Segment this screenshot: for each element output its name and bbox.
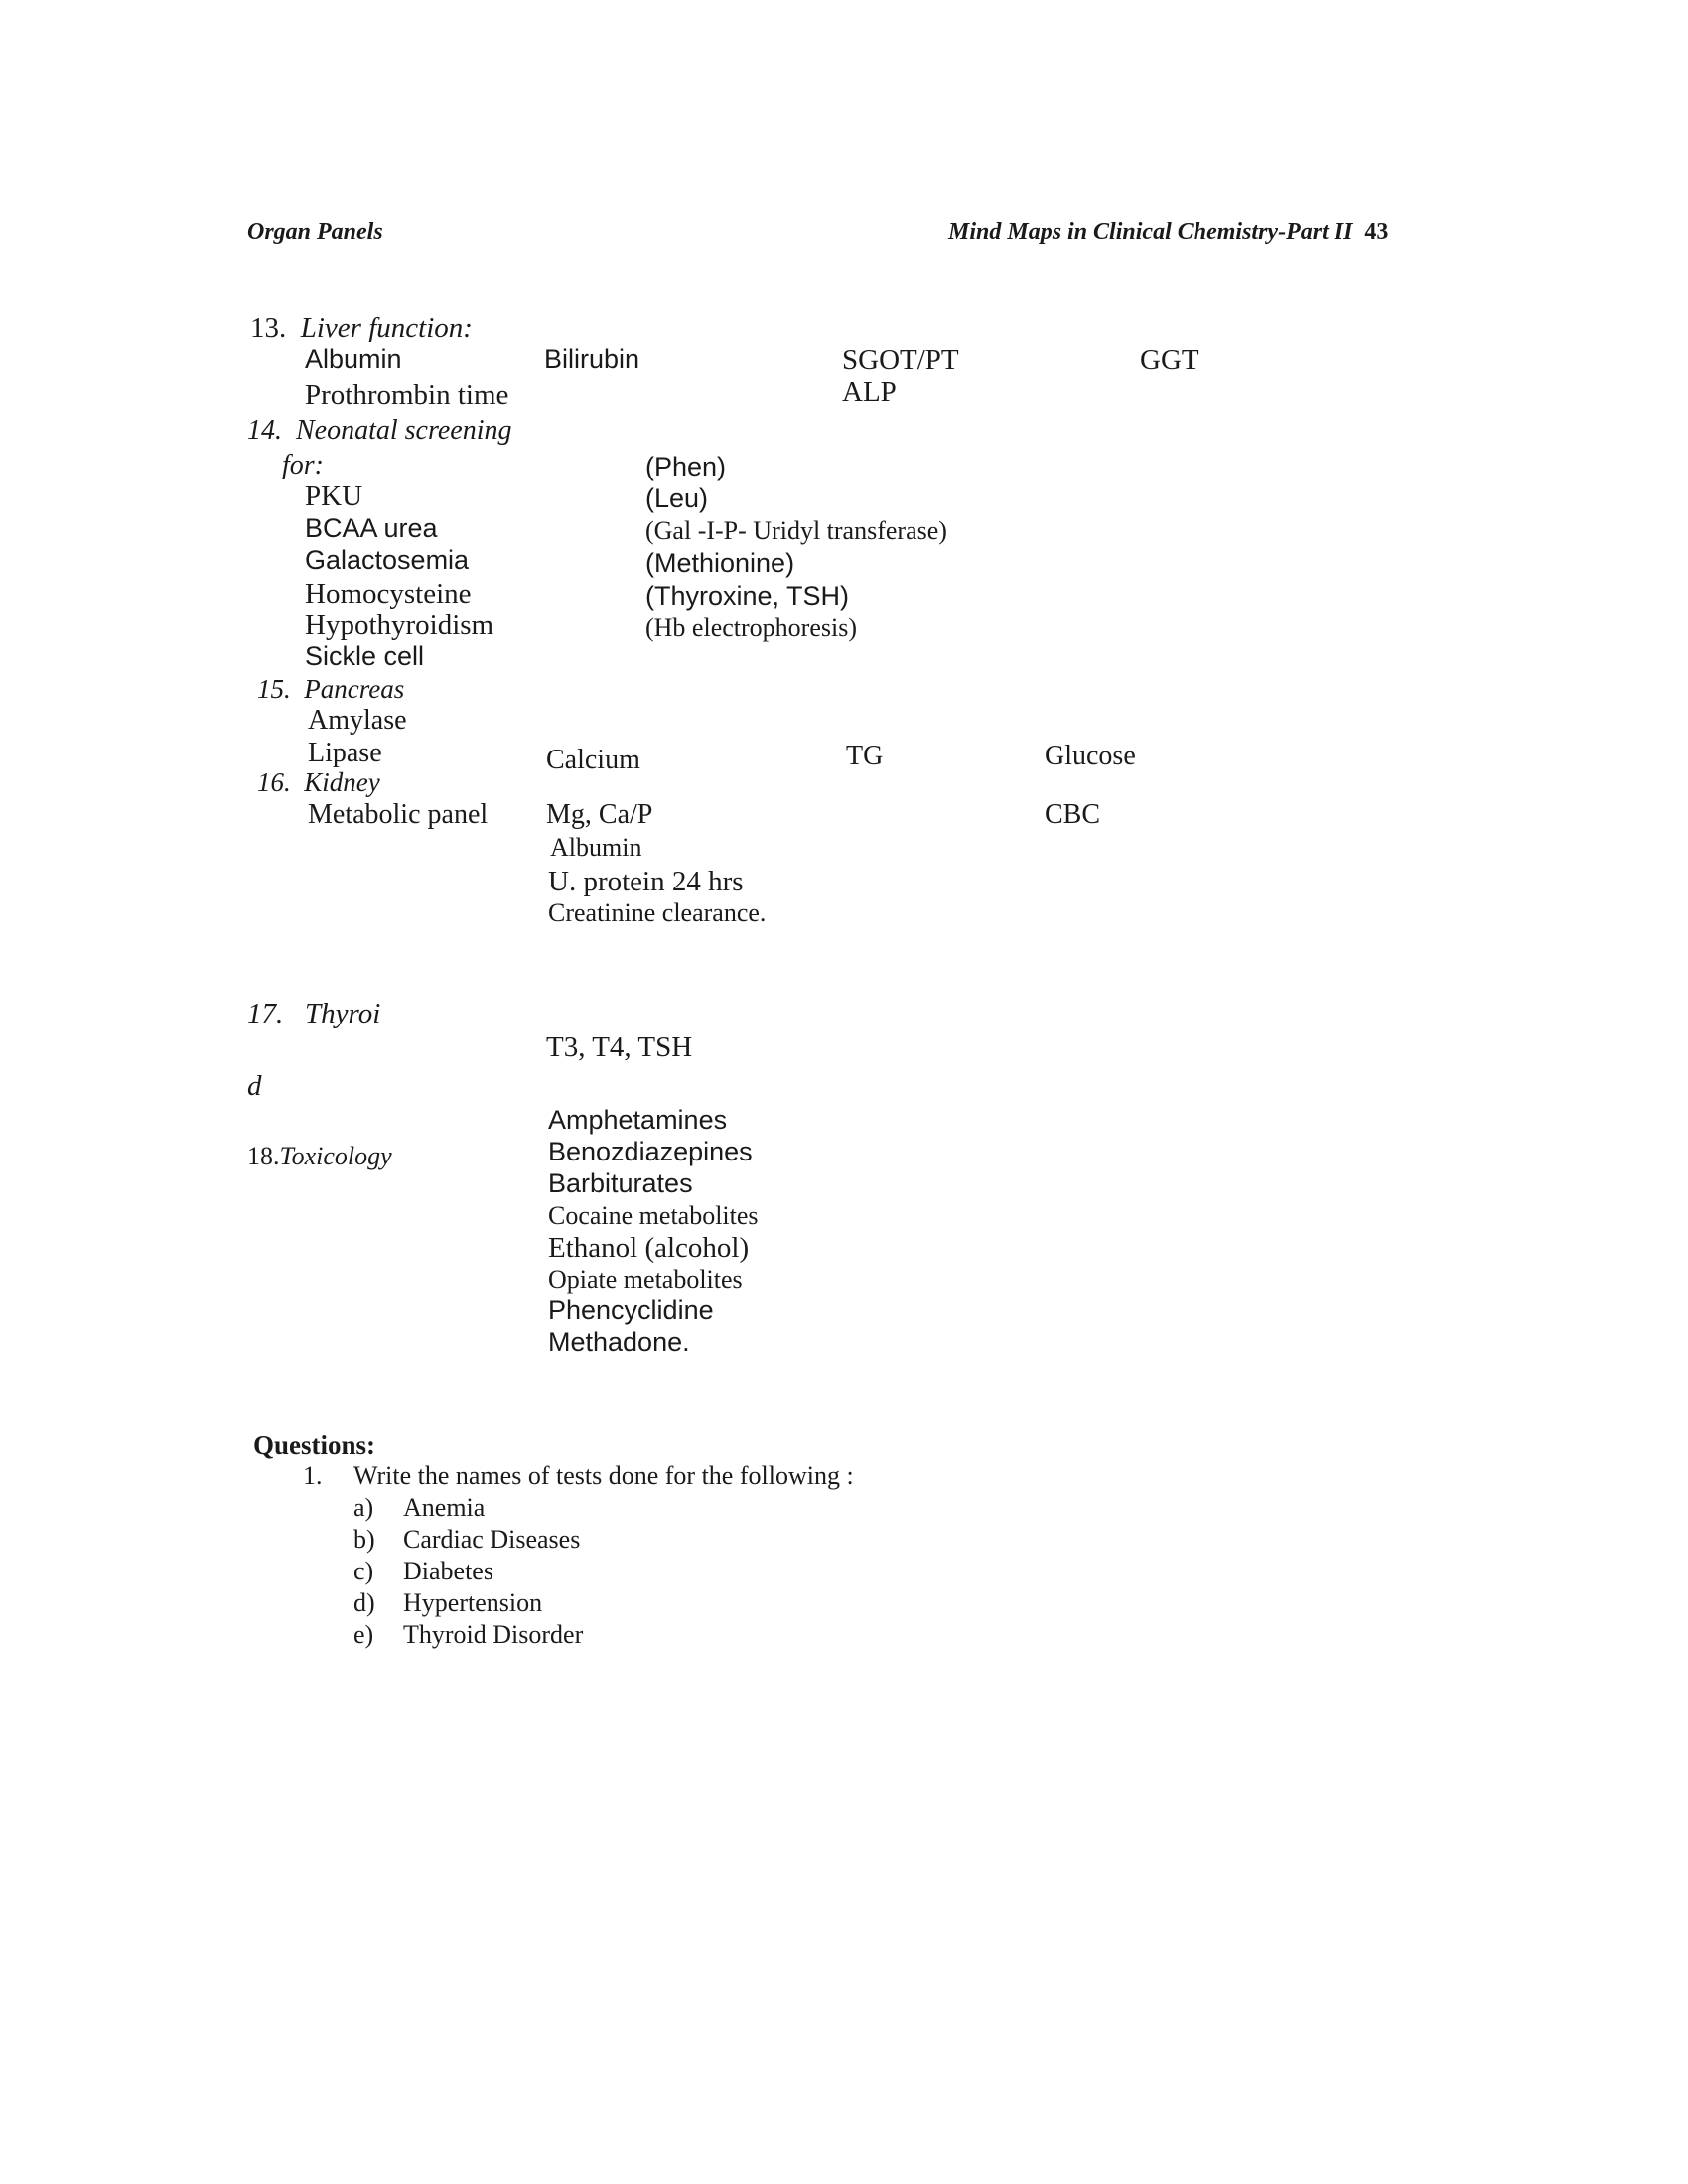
liver-bilirubin: Bilirubin	[544, 344, 640, 374]
section-15-heading	[257, 676, 404, 703]
kidney-albumin: Albumin	[550, 833, 642, 862]
section-16-heading	[257, 769, 380, 796]
section-14-number: 14.	[247, 415, 282, 446]
liver-sgot: SGOT/PT	[842, 344, 959, 376]
question-option-letter: d)	[353, 1588, 375, 1617]
section-17-heading	[247, 1000, 380, 1028]
kidney-cbc: CBC	[1045, 799, 1101, 830]
question-option-text: Anemia	[403, 1493, 486, 1522]
neonatal-name: PKU	[305, 480, 363, 512]
toxicology-item: Methadone.	[548, 1327, 690, 1357]
question-option-letter: b)	[353, 1525, 375, 1554]
neonatal-name: Sickle cell	[305, 641, 425, 671]
liver-alp: ALP	[842, 376, 897, 408]
kidney-mg: Mg, Ca/P	[546, 799, 653, 830]
toxicology-item: Cocaine metabolites	[548, 1201, 759, 1230]
question-option-text: Thyroid Disorder	[403, 1620, 584, 1649]
section-14-title-cont: for:	[282, 450, 324, 480]
neonatal-test: (Gal -I-P- Uridyl transferase)	[645, 516, 947, 545]
toxicology-item: Phencyclidine	[548, 1296, 714, 1325]
liver-prothrombin: Prothrombin time	[305, 379, 509, 411]
pancreas-glucose: Glucose	[1045, 741, 1136, 771]
section-14-title: Neonatal screening	[296, 415, 512, 446]
question-option-letter: a)	[353, 1493, 374, 1522]
question-option-letter: e)	[353, 1620, 374, 1649]
question-option-letter: c)	[353, 1557, 374, 1585]
thyroid-tests: T3, T4, TSH	[546, 1031, 693, 1063]
section-17-title-wrap: d	[247, 1070, 262, 1102]
section-16-number: 16.	[257, 767, 291, 797]
kidney-creatinine: Creatinine clearance.	[548, 898, 767, 927]
section-13-number: 13.	[250, 312, 287, 343]
question-1-number: 1.	[303, 1461, 323, 1490]
kidney-uprotein: U. protein 24 hrs	[548, 866, 744, 897]
kidney-metabolic-panel: Metabolic panel	[308, 799, 489, 830]
section-18-title: Toxicology	[279, 1142, 392, 1170]
toxicology-item: Opiate metabolites	[548, 1265, 743, 1294]
neonatal-name: Homocysteine	[305, 578, 472, 610]
pancreas-tg: TG	[846, 741, 884, 771]
question-option-text: Hypertension	[403, 1588, 543, 1617]
running-header-left: Organ Panels	[247, 219, 383, 245]
neonatal-test: (Leu)	[645, 483, 709, 513]
toxicology-item: Ethanol (alcohol)	[548, 1232, 750, 1264]
question-1-text: Write the names of tests done for the following :	[353, 1461, 854, 1490]
pancreas-lipase: Lipase	[308, 738, 382, 768]
pancreas-calcium: Calcium	[546, 745, 640, 775]
section-15-title: Pancreas	[304, 674, 405, 704]
section-16-title: Kidney	[304, 767, 380, 797]
neonatal-name: Hypothyroidism	[305, 610, 494, 641]
neonatal-test: (Methionine)	[645, 548, 795, 578]
neonatal-name: Galactosemia	[305, 545, 470, 575]
neonatal-name: BCAA urea	[305, 513, 438, 543]
section-14-heading	[247, 417, 511, 445]
running-header-title: Mind Maps in Clinical Chemistry-Part II	[948, 219, 1353, 245]
section-13-title: Liver function:	[300, 312, 473, 343]
section-15-number: 15.	[257, 674, 291, 704]
running-header-right	[948, 220, 1388, 244]
section-13-heading	[250, 314, 473, 342]
pancreas-amylase: Amylase	[308, 705, 407, 736]
page-number: 43	[1364, 219, 1389, 245]
toxicology-item: Barbiturates	[548, 1168, 693, 1198]
toxicology-item: Benozdiazepines	[548, 1137, 753, 1166]
liver-ggt: GGT	[1140, 344, 1199, 376]
neonatal-test: (Thyroxine, TSH)	[645, 581, 850, 611]
questions-heading: Questions:	[253, 1431, 376, 1460]
neonatal-test: (Hb electrophoresis)	[645, 614, 857, 642]
section-17-title: Thyroi	[305, 998, 381, 1029]
toxicology-item: Amphetamines	[548, 1105, 728, 1135]
neonatal-test: (Phen)	[645, 452, 727, 481]
question-option-text: Cardiac Diseases	[403, 1525, 581, 1554]
section-18-heading	[247, 1144, 392, 1169]
section-17-number: 17.	[247, 998, 284, 1029]
liver-albumin: Albumin	[305, 344, 402, 374]
question-option-text: Diabetes	[403, 1557, 493, 1585]
section-18-number: 18.	[247, 1142, 280, 1170]
